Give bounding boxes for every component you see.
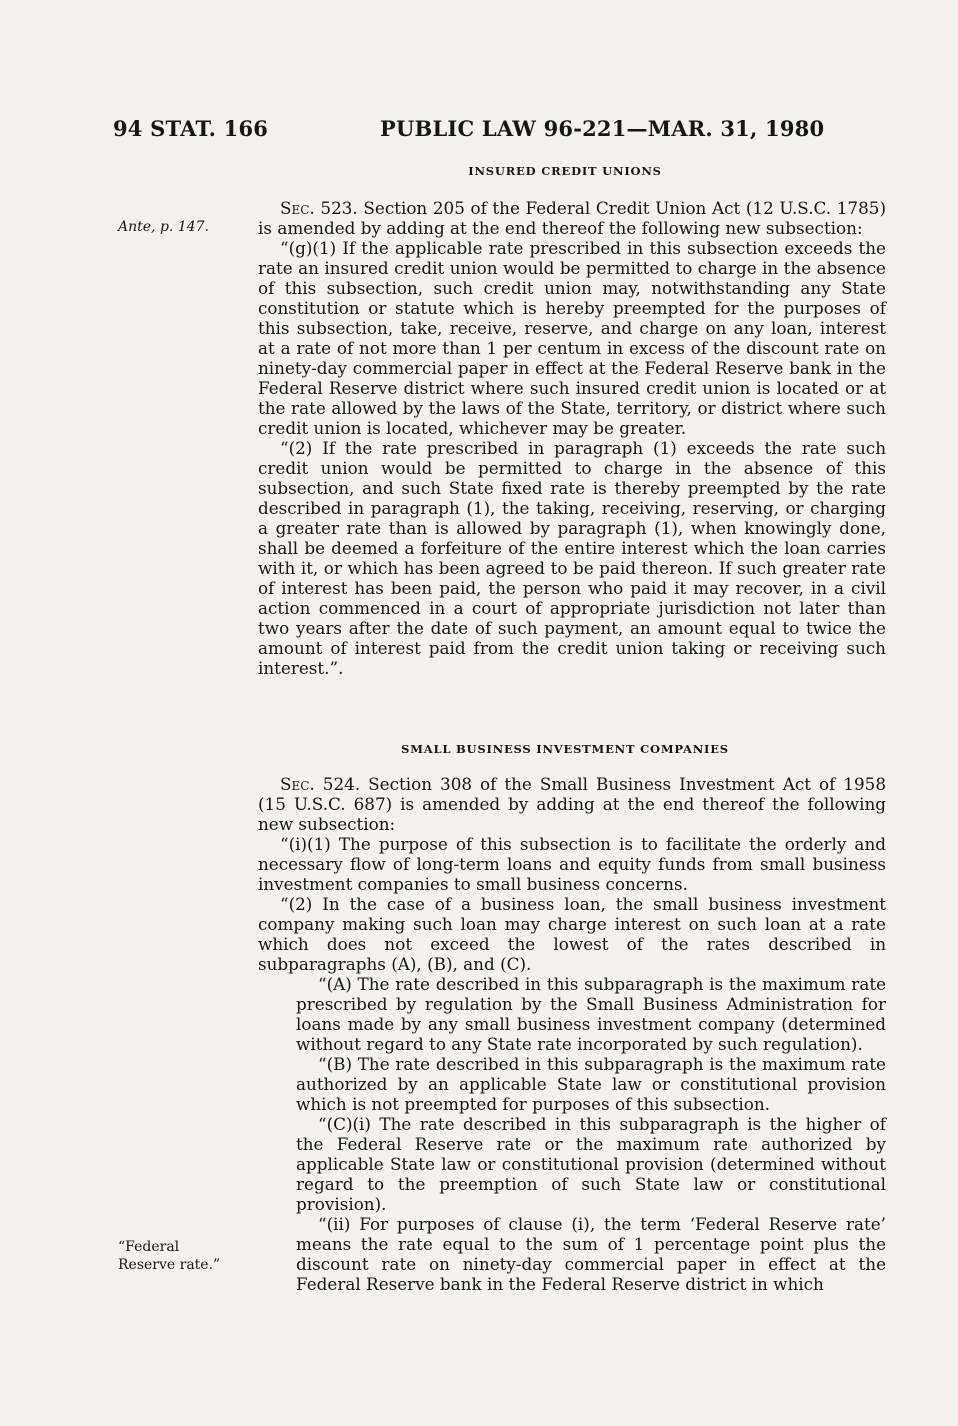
sec-label: Sec.: [280, 774, 315, 794]
section-524-body: [258, 774, 886, 1294]
paragraph: [258, 774, 886, 834]
subparagraph-a: “(A) The rate described in this subparagraph is the maximum rate prescribed by regulation by the Small Business Administration for loans made by any small business investment company (determined without regard to any State rate incorporated by such regulation).: [296, 974, 886, 1054]
sec-label: Sec.: [280, 198, 315, 218]
margin-note-line: Reserve rate.”: [118, 1257, 221, 1273]
page-title: PUBLIC LAW 96-221—MAR. 31, 1980: [380, 116, 825, 141]
section-heading-insured-credit-unions: INSURED CREDIT UNIONS: [468, 164, 662, 178]
margin-note-federal-reserve-rate: [118, 1238, 220, 1274]
section-523-body: [258, 198, 886, 678]
margin-note-ante: Ante, p. 147.: [118, 219, 209, 235]
subparagraph-c-ii: “(ii) For purposes of clause (i), the term ‘Federal Reserve rate’ means the rate equal to the sum of 1 percentage point plus the discount rate on ninety-day commercial paper in effect at the Federal Reserve bank in the Federal Reserve district in which: [296, 1214, 886, 1294]
subparagraph-c-i: “(C)(i) The rate described in this subparagraph is the higher of the Federal Reserve rate or the maximum rate authorized by applicable State law or constitutional provision (determined without regard to the preemption of such State law or constitutional provision).: [296, 1114, 886, 1214]
subparagraph-b: “(B) The rate described in this subparagraph is the maximum rate authorized by an applicable State law or constitutional provision which is not preempted for purposes of this subsection.: [296, 1054, 886, 1114]
paragraph: “(2) If the rate prescribed in paragraph (1) exceeds the rate such credit union would be permitted to charge in the absence of this subsection, and such State fixed rate is thereby preempted by the rate described in paragraph (1), the taking, receiving, reserving, or charging a greater rate than is allowed by paragraph (1), when knowingly done, shall be deemed a forfeiture of the entire interest which the loan carries with it, or which has been agreed to be paid thereon. If such greater rate of interest has been paid, the person who paid it may recover, in a civil action commenced in a court of appropriate jurisdiction not later than two years after the date of such payment, an amount equal to twice the amount of interest paid from the credit union taking or receiving such interest.”.: [258, 438, 886, 678]
section-heading-small-business-investment-companies: SMALL BUSINESS INVESTMENT COMPANIES: [401, 742, 729, 756]
paragraph: “(i)(1) The purpose of this subsection is to facilitate the orderly and necessary flow of long-term loans and equity funds from small business investment companies to small business concerns.: [258, 834, 886, 894]
paragraph: “(g)(1) If the applicable rate prescribed in this subsection exceeds the rate an insured credit union would be permitted to charge in the absence of this subsection, such credit union may, notwithstanding any State constitution or statute which is hereby preempted for the purposes of this subsection, take, receive, reserve, and charge on any loan, interest at a rate of not more than 1 per centum in excess of the discount rate on ninety-day commercial paper in effect at the Federal Reserve bank in the Federal Reserve district where such insured credit union is located or at the rate allowed by the laws of the State, territory, or district where such credit union is located, whichever may be greater.: [258, 238, 886, 438]
paragraph: “(2) In the case of a business loan, the small business investment company making such loan may charge interest on such loan at a rate which does not exceed the lowest of the rates described in subparagraphs (A), (B), and (C).: [258, 894, 886, 974]
stat-page-number: 94 STAT. 166: [113, 116, 269, 141]
paragraph: [258, 198, 886, 238]
paragraph-text: 524. Section 308 of the Small Business Investment Act of 1958 (15 U.S.C. 687) is amended by adding at the end thereof the following new subsection:: [258, 774, 886, 834]
margin-note-line: “Federal: [118, 1239, 180, 1255]
paragraph-text: 523. Section 205 of the Federal Credit Union Act (12 U.S.C. 1785) is amended by adding at the end thereof the following new subsection:: [258, 198, 886, 238]
